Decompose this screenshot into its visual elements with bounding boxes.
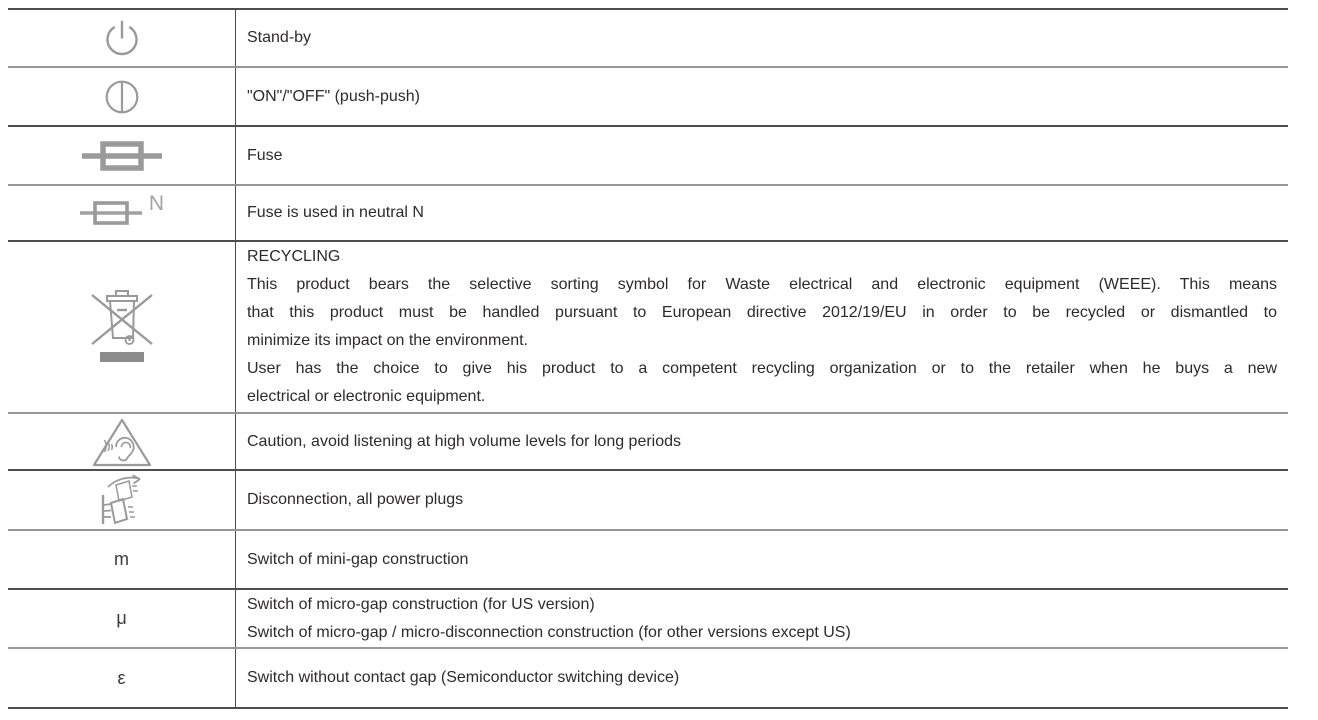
recycling-text: This product bears the selective sorting symbol for Waste electrical and electronic equipment (WEEE). This means [247, 276, 1277, 293]
table-row-fuse [8, 127, 1288, 186]
row-description: Disconnection, all power plugs [247, 491, 464, 508]
recycling-text: minimize its impact on the environment. [247, 332, 528, 349]
switch-letter-mu: μ [116, 608, 127, 628]
row-description: Switch of micro-gap construction (for US version) [247, 595, 595, 613]
standby-icon [104, 19, 140, 57]
row-description: Fuse [247, 146, 283, 164]
table-row-micro-gap [8, 590, 1288, 649]
row-description: Switch of micro-gap / micro-disconnection construction (for other versions except US) [247, 623, 851, 641]
switch-letter-epsilon: ε [117, 667, 126, 688]
table-row-ear-warning [8, 414, 1288, 471]
disconnection-plug-icon [95, 472, 149, 528]
table-row-on-off [8, 68, 1288, 127]
symbol-legend-table [8, 8, 1288, 709]
table-row-standby [8, 10, 1288, 68]
table-row-no-contact-gap [8, 649, 1288, 709]
row-description: Fuse is used in neutral N [247, 204, 424, 221]
recycling-text: electrical or electronic equipment. [247, 388, 486, 405]
table-row-mini-gap [8, 531, 1288, 590]
row-description: Switch of mini-gap construction [247, 550, 469, 568]
weee-bin-icon [90, 286, 154, 368]
row-description: Caution, avoid listening at high volume levels for long periods [247, 432, 682, 450]
row-description: Stand-by [247, 29, 312, 46]
row-description: Switch without contact gap (Semiconductor switching device) [247, 669, 680, 686]
ear-warning-icon [91, 416, 153, 468]
table-row-fuse-neutral [8, 186, 1288, 242]
fuse-neutral-icon [79, 199, 143, 227]
neutral-letter: N [148, 192, 165, 215]
fuse-icon [81, 138, 163, 174]
table-row-recycling [8, 242, 1288, 414]
recycling-text: that this product must be handled pursuant to European directive 2012/19/EU in order to be recycled or dismantled to [247, 304, 1277, 321]
recycling-title: RECYCLING [247, 248, 341, 265]
table-row-disconnection [8, 471, 1288, 531]
recycling-text: User has the choice to give his product to a competent recycling organization or to the retailer when he buys a new [247, 360, 1277, 377]
row-description: "ON"/"OFF" (push-push) [247, 87, 420, 105]
switch-letter-m: m [114, 549, 129, 569]
on-off-icon [104, 79, 140, 115]
